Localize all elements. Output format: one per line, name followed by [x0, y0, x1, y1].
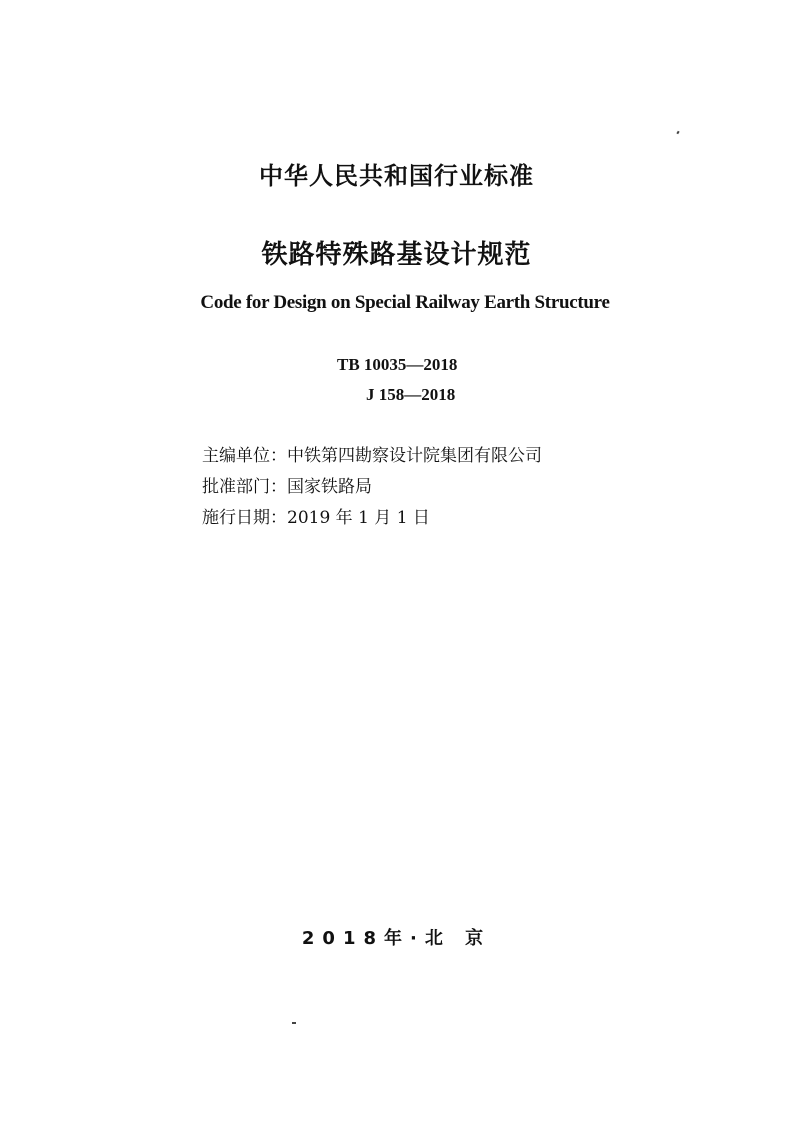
scan-speck	[292, 1022, 296, 1024]
approval-dept-line	[202, 472, 372, 497]
publication-year-place: 2018年·北 京	[301, 928, 492, 949]
editor-unit-label: 主编单位：	[202, 446, 287, 466]
standard-type-heading: 中华人民共和国行业标准	[259, 162, 534, 190]
effective-date-line	[202, 503, 430, 528]
standard-code-tb: TB 10035—2018	[337, 355, 458, 374]
standard-code-j: J 158—2018	[366, 385, 456, 404]
scan-speck	[676, 131, 679, 135]
effective-date-label: 施行日期：	[202, 508, 287, 528]
editor-unit-line	[202, 441, 542, 466]
chinese-title: 铁路特殊路基设计规范	[261, 240, 532, 270]
approval-dept-value: 国家铁路局	[287, 477, 372, 497]
approval-dept-label: 批准部门：	[202, 477, 287, 497]
editor-unit-value: 中铁第四勘察设计院集团有限公司	[287, 446, 542, 466]
english-title: Code for Design on Special Railway Earth Structure	[200, 292, 610, 313]
effective-date-value: 2019 年 1 月 1 日	[287, 508, 430, 528]
